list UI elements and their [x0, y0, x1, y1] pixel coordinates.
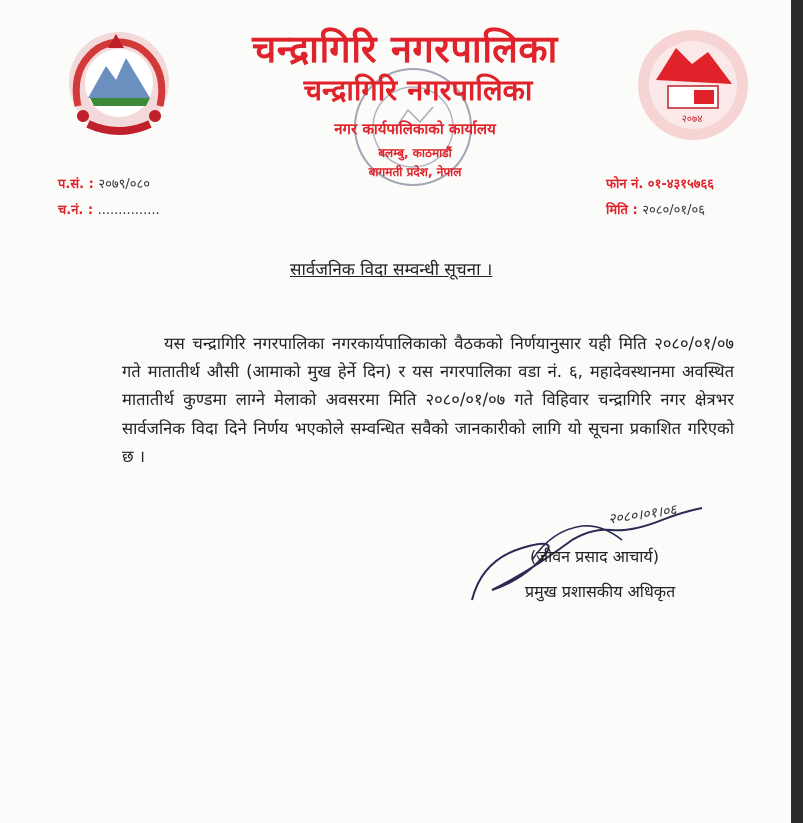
svg-text:२०७४: २०७४ — [681, 114, 703, 125]
handwritten-date: २०८०।०१।०६ — [607, 502, 678, 528]
letter-date — [606, 200, 705, 218]
office-location: बलम्बु, काठमाडौं — [378, 146, 452, 160]
reference-number — [58, 174, 150, 192]
notice-heading: सार्वजनिक विदा सम्वन्धी सूचना । — [290, 260, 493, 280]
reference-value: २०७९/०८० — [98, 177, 151, 192]
date-label: मिति : — [606, 203, 638, 218]
reference-label: प.सं. : — [58, 177, 94, 192]
dispatch-number — [58, 200, 160, 218]
signatory-name: (जीवन प्रसाद आचार्य) — [530, 547, 659, 566]
municipality-name-secondary: चन्द्रागिरि नगरपालिका — [303, 73, 533, 107]
municipality-name: चन्द्रागिरि नगरपालिका — [252, 27, 558, 71]
office-province: बागमती प्रदेश, नेपाल — [368, 165, 462, 179]
dispatch-value: ............... — [97, 203, 160, 218]
notice-body: यस चन्द्रागिरि नगरपालिका नगरकार्यपालिकाको वैठकको निर्णयानुसार यही मिति २०८०/०१/०७ गते मातातीर्थ औसी (आमाको मुख हेर्ने दिन) र यस नगरपालिका वडा नं. ६, महादेवस्थानमा अवस्थित मातातीर्थ कुण्डमा लाग्ने मेलाको अवसरमा मिति २०८०/०१/०७ गते विहिवार चन्द्रागिरि नगर क्षेत्रभर सार्वजनिक विदा दिने निर्णय भएकोले सम्वन्धित सवैको जानकारीको लागि यो सूचना प्रकाशित गरिएको छ । — [122, 334, 734, 466]
dispatch-label: च.नं. : — [58, 203, 94, 218]
nepal-emblem-icon — [58, 28, 180, 142]
phone-number: फोन नं. ०१-४३१५७६६ — [606, 177, 715, 192]
signatory-designation: प्रमुख प्रशासकीय अधिकृत — [525, 582, 676, 601]
date-value: २०८०/०१/०६ — [642, 203, 706, 218]
window-edge — [791, 0, 803, 823]
office-name: नगर कार्यपालिकाको कार्यालय — [334, 120, 496, 138]
municipality-logo-icon — [636, 28, 750, 142]
